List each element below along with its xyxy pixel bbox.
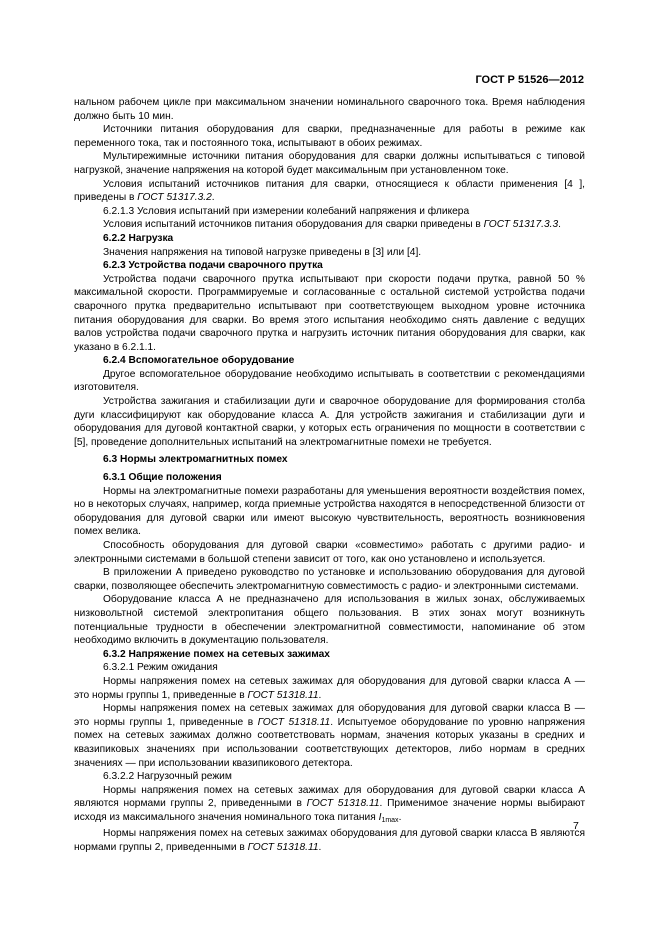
text-run: . Испытуемое оборудование по уровню напряжения помех на сетевых зажимах должно соответствовать нормам, значения которых указаны в средних и квазипиковых значениях при использовании соответствующих детекторов, либо нормам в средних значениях — при использовании квазипикового детектора. [74,716,586,769]
section-heading: 6.3 Нормы электромагнитных помех [103,454,288,466]
text-run: Нормы напряжения помех на сетевых зажимах оборудования для дуговой сварки класса В являются нормами группы 2, приведенными в [74,828,585,854]
page-header: ГОСТ Р 51526—2012 [475,74,584,86]
text-run: . [211,192,215,204]
paragraph: Оборудование класса А не предназначено для использования в жилых зонах, обслуживаемых низковольтной системой электропитания общего пользования. В этих зонах могут возникнуть потенциальные трудности в обеспечении электромагнитной совместимости, напоминание об этом необходимо включить в документацию пользователя. [74,594,585,647]
paragraph: Нормы на электромагнитные помехи разработаны для уменьшения вероятности воздействия помех, но в некоторых случаях, например, когда приемные устройства находятся в непосредственной близости от оборудования для дуговой сварки или имеют высокую чувствительность, вероятность возникновения помех велика. [74,485,585,538]
paragraph [74,784,585,828]
paragraph [74,675,585,702]
text-run: Условия испытаний источников питания оборудования для сварки приведены в [103,219,484,231]
section-heading: 6.2.4 Вспомогательное оборудование [103,355,295,367]
paragraph [74,702,585,770]
text-run: Нормы напряжения помех на сетевых зажимах для оборудования для дуговой сварки класса В — это нормы группы 1, приведенные в [74,703,585,728]
text-run: . [318,689,322,701]
page-number: 7 [573,820,579,832]
standard-reference: ГОСТ 51318.11 [247,689,319,701]
paragraph [74,218,585,232]
text-run: . Применимое значение нормы выбирают исходя из максимального значения номинального тока питания [74,798,586,823]
subsection-title: 6.3.2.2 Нагрузочный режим [103,771,232,783]
subsection-title: 6.3.2.1 Режим ожидания [103,662,218,674]
paragraph: Источники питания оборудования для сварки, предназначенные для работы в режиме как переменного тока, так и постоянного тока, испытывают в обоих режимах. [74,124,585,149]
text-run: . [398,811,402,823]
text-run: . [318,842,322,854]
section-heading: 6.3.2 Напряжение помех на сетевых зажимах [103,648,330,660]
paragraph [74,178,585,205]
document-body [74,96,585,855]
paragraph: В приложении А приведено руководство по установке и использованию оборудования для дуговой сварки, позволяющее обеспечить электромагнитную совместимость с радио- и электронными системами. [74,567,585,592]
section-heading: 6.3.1 Общие положения [103,472,222,484]
paragraph: Устройства зажигания и стабилизации дуги и сварочное оборудование для формирования столба дуги классифицируют как оборудование класса А. Для устройств зажигания и стабилизации дуги и оборудования для дуговой контактной сварки, у которых есть ограничения по мощности в соответствии с [5], проведение дополнительных испытаний на электромагнитные помехи не требуется. [74,396,585,448]
text-run: Нормы напряжения помех на сетевых зажимах для оборудования для дуговой сварки класса А — это нормы группы 1, приведенные в [74,675,585,701]
text-run: Нормы напряжения помех на сетевых зажимах для оборудования для дуговой сварки класса А являются нормами группы 2, приведенными в [74,784,585,810]
text-run: . [558,219,561,231]
paragraph: Устройства подачи сварочного прутка испытывают при скорости подачи прутка, равной 50 % максимальной скорости. Программируемые и согласованные с остальной системой устройства подачи сварочного прутка предварительно испытывают при соответствующем выходном уровне источника питания оборудования для сварки. Во время этого испытания необходимо снять давление с ведущих валов устройства подачи сварочного прутка и нагрузить источник питания оборудования для сварки, как указано в 6.2.1.1. [74,273,585,353]
text-run: Условия испытаний источников питания для сварки, относящиеся к области применения [4 ], приведены в [74,178,585,204]
subsection-title: 6.2.1.3 Условия испытаний при измерении колебаний напряжения и фликера [103,205,470,217]
standard-reference: ГОСТ 51317.3.2 [137,192,212,204]
section-heading: 6.2.3 Устройства подачи сварочного прутка [103,260,323,272]
paragraph: Мультирежимные источники питания оборудования для сварки должны испытываться с типовой нагрузкой, значение напряжения на которой будет максимальным при установленном токе. [74,151,585,176]
standard-reference: ГОСТ 51318.11 [247,842,319,854]
paragraph: Другое вспомогательное оборудование необходимо испытывать в соответствии с рекомендациями изготовителя. [74,368,585,394]
paragraph [74,827,585,854]
paragraph: Способность оборудования для дуговой сварки «совместимо» работать с другими радио- и электронными системами в большой степени зависит от того, как оно установлено и используется. [74,540,585,565]
current-subscript: 1max [381,816,399,824]
paragraph: Значения напряжения на типовой нагрузке приведены в [3] или [4]. [103,246,422,258]
current-symbol: I [378,811,382,823]
section-heading: 6.2.2 Нагрузка [103,232,174,244]
standard-reference: ГОСТ 51318.11 [306,798,380,810]
standard-reference: ГОСТ 51318.11 [257,716,331,728]
paragraph: нальном рабочем цикле при максимальном значении номинального сварочного тока. Время наблюдения должно быть 10 мин. [74,97,585,122]
standard-reference: ГОСТ 51317.3.3 [483,219,559,231]
